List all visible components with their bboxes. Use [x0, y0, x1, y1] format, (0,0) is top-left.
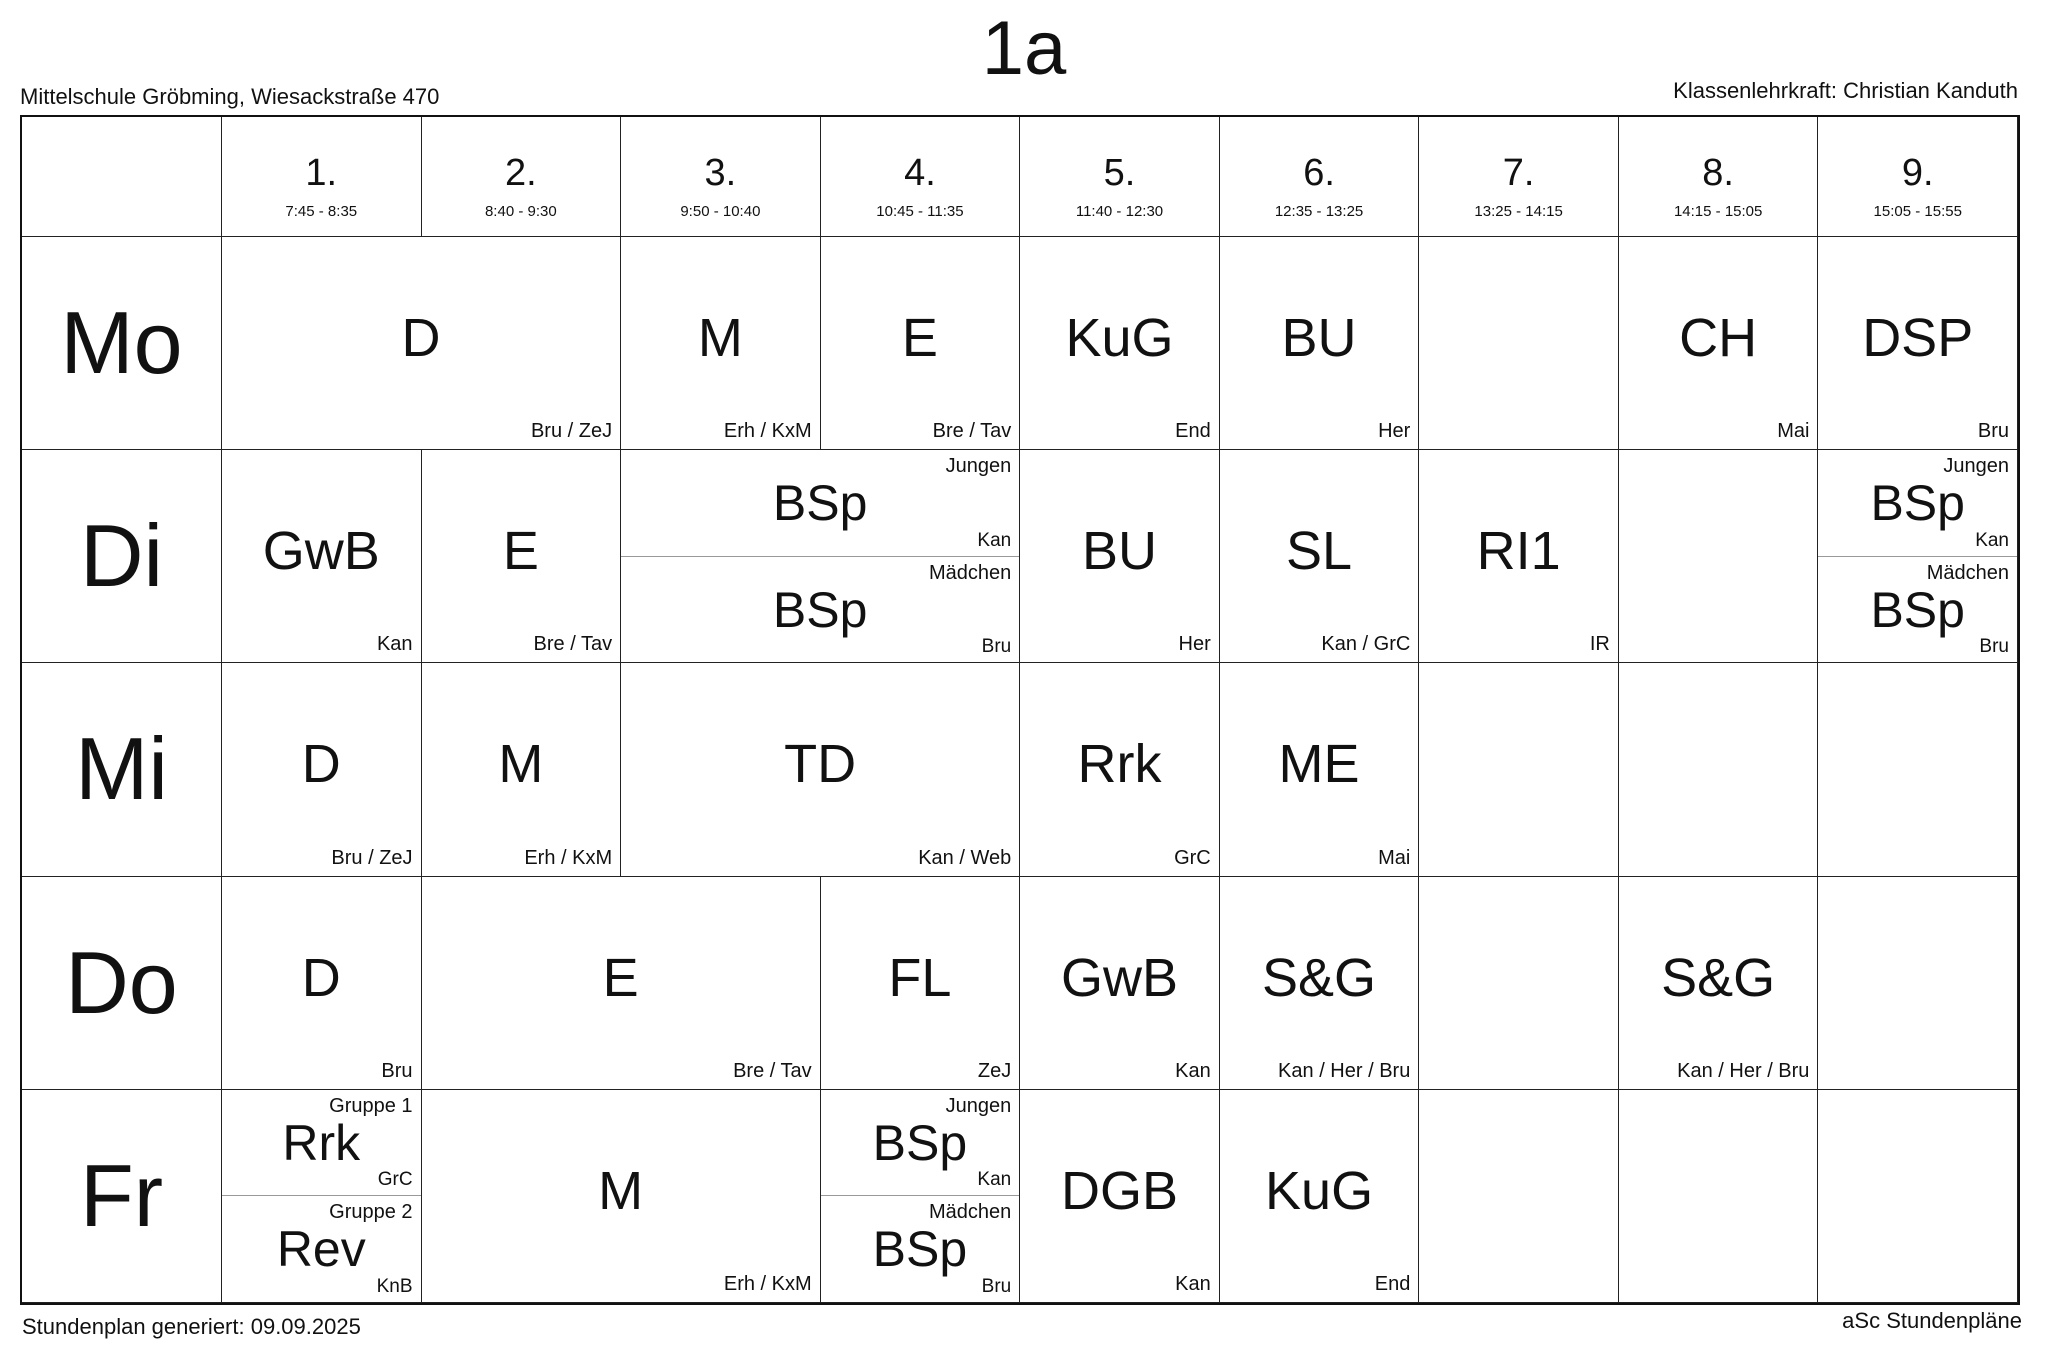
period-number: 9. [1901, 152, 1934, 194]
lesson-teacher: Bru [981, 1275, 1012, 1297]
lesson-teacher: Erh / KxM [723, 1272, 812, 1295]
lesson-teacher: GrC [1174, 846, 1211, 869]
group-label: Jungen [945, 1094, 1012, 1117]
lesson-teacher: Bre / Tav [932, 420, 1012, 443]
group-label: Jungen [945, 455, 1012, 478]
lesson-cell [821, 877, 1021, 1090]
lesson-subject: BSp [1870, 581, 1965, 638]
group-label: Jungen [1943, 455, 2009, 478]
lesson-subject: D [301, 947, 341, 1008]
class-title: 1a [981, 6, 1067, 91]
lesson-subject: BU [1081, 521, 1157, 582]
split-lesson-cell [821, 1090, 1021, 1303]
lesson-cell [1619, 877, 1819, 1090]
lesson-subject: M [598, 1161, 644, 1222]
day-label-mo: Mo [22, 237, 222, 450]
empty-cell [1419, 877, 1619, 1090]
lesson-cell [1220, 237, 1420, 450]
empty-cell [1818, 663, 2018, 876]
lesson-cell [1020, 1090, 1220, 1303]
lesson-teacher: Kan [1175, 1272, 1211, 1295]
lesson-teacher: Bru [1977, 420, 2009, 443]
group-label: Mädchen [1926, 561, 2009, 584]
period-time: 12:35 - 13:25 [1274, 203, 1364, 220]
lesson-teacher: Kan [1175, 1059, 1211, 1082]
lesson-subject: E [502, 521, 539, 582]
group-label: Mädchen [928, 561, 1012, 584]
lesson-subject: DSP [1862, 308, 1974, 369]
period-header-9 [1818, 117, 2018, 237]
lesson-teacher: Her [1178, 633, 1211, 656]
lesson-subject: BSp [872, 1221, 968, 1278]
lesson-subject: S&G [1262, 947, 1377, 1008]
period-header-2 [422, 117, 622, 237]
class-teacher: Klassenlehrkraft: Christian Kanduth [1673, 78, 2018, 103]
lesson-subject: DGB [1060, 1161, 1178, 1222]
period-number: 3. [704, 152, 737, 194]
lesson-cell [422, 663, 622, 876]
lesson-teacher: Bru [981, 636, 1012, 658]
period-header-6 [1220, 117, 1420, 237]
lesson-cell [422, 450, 622, 663]
lesson-teacher: KnB [376, 1275, 413, 1297]
lesson-cell [1419, 450, 1619, 663]
group-label: Gruppe 2 [329, 1201, 413, 1224]
split-lesson-cell [222, 1090, 422, 1303]
lesson-teacher: Kan [376, 633, 413, 656]
lesson-cell [1020, 663, 1220, 876]
lesson-cell [1020, 237, 1220, 450]
period-number: 7. [1502, 152, 1535, 194]
period-header-4 [821, 117, 1021, 237]
lesson-subject: Rev [276, 1221, 366, 1278]
lesson-teacher: End [1175, 420, 1211, 443]
lesson-subject: E [901, 308, 938, 369]
lesson-teacher: Kan / Web [918, 846, 1012, 869]
group-lesson [222, 1195, 421, 1302]
period-header-8 [1619, 117, 1819, 237]
lesson-subject: D [401, 308, 441, 369]
lesson-subject: CH [1679, 308, 1758, 369]
lesson-teacher: Bru / ZeJ [331, 846, 413, 869]
lesson-cell [222, 877, 422, 1090]
lesson-teacher: Kan [977, 1169, 1012, 1191]
lesson-teacher: Her [1378, 420, 1411, 443]
lesson-cell [821, 237, 1021, 450]
empty-cell [1419, 1090, 1619, 1303]
period-number: 8. [1702, 152, 1734, 194]
lesson-subject: FL [888, 947, 952, 1008]
lesson-cell [1818, 237, 2018, 450]
lesson-teacher: Mai [1777, 420, 1810, 443]
day-label-fr: Fr [22, 1090, 222, 1303]
lesson-cell [1220, 450, 1420, 663]
lesson-teacher: Erh / KxM [524, 846, 613, 869]
lesson-teacher: Kan [1975, 529, 2009, 551]
period-number: 6. [1303, 152, 1335, 194]
lesson-teacher: Bru [381, 1059, 413, 1082]
lesson-teacher: Mai [1378, 846, 1411, 869]
lesson-cell [1020, 877, 1220, 1090]
empty-cell [1818, 877, 2018, 1090]
lesson-cell [1220, 877, 1420, 1090]
lesson-teacher: Kan [977, 529, 1012, 551]
day-label-di: Di [22, 450, 222, 663]
lesson-subject: D [301, 734, 341, 795]
period-number: 5. [1103, 152, 1136, 194]
lesson-subject: KuG [1265, 1161, 1374, 1222]
lesson-teacher: Kan / Her / Bru [1278, 1059, 1411, 1082]
period-header-1 [222, 117, 422, 237]
lesson-cell [621, 237, 821, 450]
group-lesson [222, 1090, 421, 1196]
lesson-subject: BSp [872, 1114, 968, 1171]
empty-cell [1619, 663, 1819, 876]
lesson-teacher: Bru [1979, 636, 2009, 658]
corner-cell [22, 117, 222, 237]
group-lesson [621, 556, 1019, 663]
lesson-subject: BSp [1870, 474, 1965, 531]
empty-cell [1619, 1090, 1819, 1303]
lesson-teacher: Kan / GrC [1321, 633, 1411, 656]
period-time: 13:25 - 14:15 [1474, 203, 1563, 220]
software-credit: aSc Stundenpläne [1842, 1308, 2022, 1333]
period-time: 9:50 - 10:40 [680, 203, 761, 220]
day-label-mi: Mi [22, 663, 222, 876]
period-header-5 [1020, 117, 1220, 237]
lesson-cell [621, 663, 1020, 876]
group-label: Mädchen [928, 1201, 1012, 1224]
lesson-teacher: Erh / KxM [723, 420, 812, 443]
lesson-cell [1619, 237, 1819, 450]
lesson-subject: SL [1286, 521, 1353, 582]
empty-cell [1619, 450, 1819, 663]
lesson-cell [222, 663, 422, 876]
empty-cell [1818, 1090, 2018, 1303]
lesson-teacher: Bre / Tav [733, 1059, 812, 1082]
lesson-cell [422, 877, 821, 1090]
lesson-cell [222, 237, 621, 450]
group-lesson [1818, 556, 2017, 663]
period-time: 10:45 - 11:35 [876, 203, 964, 220]
empty-cell [1419, 237, 1619, 450]
lesson-subject: BSp [772, 474, 868, 531]
group-lesson [621, 450, 1019, 556]
group-lesson [821, 1195, 1020, 1302]
lesson-subject: KuG [1065, 308, 1174, 369]
period-number: 4. [904, 152, 936, 194]
period-number: 2. [504, 152, 537, 194]
generated-date: Stundenplan generiert: 09.09.2025 [22, 1314, 361, 1339]
period-header-7 [1419, 117, 1619, 237]
empty-cell [1419, 663, 1619, 876]
lesson-subject: BU [1281, 308, 1357, 369]
lesson-cell [1220, 663, 1420, 876]
period-time: 8:40 - 9:30 [484, 203, 557, 220]
period-time: 14:15 - 15:05 [1673, 203, 1763, 220]
lesson-cell [222, 450, 422, 663]
split-lesson-cell [621, 450, 1020, 663]
school-name: Mittelschule Gröbming, Wiesackstraße 470 [20, 84, 440, 109]
group-label: Gruppe 1 [329, 1094, 413, 1117]
lesson-teacher: IR [1589, 633, 1610, 656]
lesson-teacher: GrC [377, 1169, 413, 1191]
lesson-subject: Rrk [1077, 734, 1162, 795]
group-lesson [1818, 450, 2017, 556]
period-time: 7:45 - 8:35 [285, 203, 358, 220]
lesson-subject: Rrk [282, 1114, 361, 1171]
lesson-subject: GwB [262, 521, 380, 582]
lesson-teacher: Bru / ZeJ [530, 420, 613, 443]
lesson-subject: RI1 [1476, 521, 1561, 582]
period-time: 15:05 - 15:55 [1873, 203, 1962, 220]
day-label-do: Do [22, 877, 222, 1090]
group-lesson [821, 1090, 1020, 1196]
lesson-teacher: Kan / Her / Bru [1677, 1059, 1810, 1082]
lesson-subject: E [602, 947, 639, 1008]
split-lesson-cell [1818, 450, 2018, 663]
period-header-3 [621, 117, 821, 237]
lesson-subject: ME [1278, 734, 1360, 795]
lesson-subject: TD [784, 734, 857, 795]
lesson-cell [422, 1090, 821, 1303]
lesson-teacher: Bre / Tav [533, 633, 613, 656]
lesson-subject: M [697, 308, 743, 369]
period-time: 11:40 - 12:30 [1075, 203, 1164, 220]
timetable-grid [20, 115, 2020, 1305]
lesson-teacher: ZeJ [977, 1059, 1012, 1082]
lesson-cell [1220, 1090, 1420, 1303]
lesson-subject: GwB [1060, 947, 1178, 1008]
period-number: 1. [305, 152, 338, 194]
lesson-cell [1020, 450, 1220, 663]
lesson-subject: S&G [1661, 947, 1776, 1008]
lesson-subject: BSp [772, 581, 868, 638]
lesson-teacher: End [1374, 1272, 1411, 1295]
lesson-subject: M [498, 734, 544, 795]
